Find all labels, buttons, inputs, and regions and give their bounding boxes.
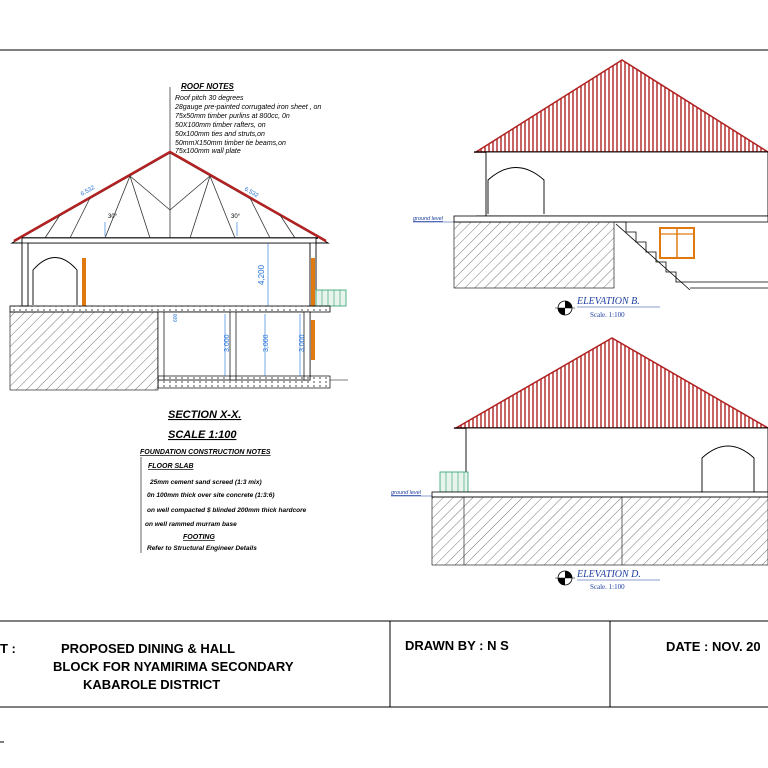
title-block xyxy=(0,621,768,742)
project-line-2: BLOCK FOR NYAMIRIMA SECONDARY xyxy=(53,659,294,674)
elevation-b-wall xyxy=(486,152,768,216)
elevation-d-wall xyxy=(466,428,768,492)
elevation-d-roof xyxy=(456,338,768,428)
svg-text:50X100mm timber rafters, on: 50X100mm timber rafters, on xyxy=(175,122,266,129)
elevation-b-plinth xyxy=(454,216,768,222)
elevation-b-ground-hatch xyxy=(454,222,614,288)
project-line-3: KABAROLE DISTRICT xyxy=(83,677,221,692)
lower-door-frame xyxy=(311,320,315,360)
foundation-notes xyxy=(140,449,307,553)
elevation-b-title: ELEVATION B. xyxy=(577,296,640,307)
section-x-x xyxy=(10,82,348,441)
elevation-d-ground-hatch xyxy=(432,497,768,565)
drawn-by: DRAWN BY : N S xyxy=(405,638,509,653)
svg-text:28gauge pre-painted corrugated: 28gauge pre-painted corrugated iron sheet , on xyxy=(175,104,322,111)
elevation-d-title: ELEVATION D. xyxy=(577,569,641,580)
footing-line: Refer to Structural Engineer Details xyxy=(147,545,257,552)
angle-left: 30° xyxy=(108,214,118,220)
elevation-b-ground-label: ground level xyxy=(413,216,443,222)
floor-line-2: 0n 100mm thick over site concrete (1:3:6) xyxy=(147,492,275,499)
svg-text:Roof pitch 30 degrees: Roof pitch 30 degrees xyxy=(175,95,244,102)
foundation-notes-title: FOUNDATION CONSTRUCTION NOTES xyxy=(140,449,271,456)
rafter-dim-right: 6.532 xyxy=(243,186,260,200)
elevation-b-scale: Scale. 1:100 xyxy=(590,311,625,319)
elevation-d-ground-label: ground level xyxy=(391,490,421,496)
svg-text:75x100mm wall plate: 75x100mm wall plate xyxy=(175,148,241,155)
left-ground-hatch xyxy=(10,312,158,390)
date: DATE : NOV. 20 xyxy=(666,639,761,654)
arched-opening xyxy=(33,258,77,306)
floor-line-1: 25mm cement sand screed (1:3 mix) xyxy=(150,479,262,486)
angle-right: 30° xyxy=(231,214,241,220)
floor-slab xyxy=(10,306,330,312)
floor-line-4: on well rammed murram base xyxy=(145,521,237,528)
section-title: SECTION X-X. xyxy=(168,409,242,421)
elevation-b-roof xyxy=(476,60,768,152)
lower-slab xyxy=(158,376,330,388)
rafter-dim-left: 6.532 xyxy=(80,185,97,198)
lower-column-1 xyxy=(158,312,164,380)
roof-notes-title: ROOF NOTES xyxy=(181,82,234,91)
roof-notes-lines xyxy=(174,95,321,155)
elevation-d-scale: Scale. 1:100 xyxy=(590,583,625,591)
door-frame-left xyxy=(82,258,86,306)
dim-3000-b: 3,000 xyxy=(263,334,270,352)
footing-heading: FOOTING xyxy=(183,534,215,541)
dim-3000-c: 3,000 xyxy=(299,334,306,352)
vent-block xyxy=(316,290,346,306)
svg-text:75x50mm timber purlins at 800c: 75x50mm timber purlins at 800cc, 0n xyxy=(175,113,290,120)
section-scale: SCALE 1:100 xyxy=(168,429,237,441)
project-line-1: PROPOSED DINING & HALL xyxy=(61,641,236,656)
height-dim-4200: 4,200 xyxy=(257,264,266,285)
door-frame-right xyxy=(311,258,315,306)
dim-600: 600 xyxy=(173,313,179,322)
floor-slab-heading: FLOOR SLAB xyxy=(148,463,194,470)
elevation-b xyxy=(413,60,768,319)
elevation-d-plinth xyxy=(432,492,768,497)
dim-3000-a: 3,000 xyxy=(224,334,231,352)
svg-text:50mmX150mm timber tie beams,on: 50mmX150mm timber tie beams,on xyxy=(175,140,286,147)
left-wall xyxy=(22,240,28,306)
ring-beam xyxy=(22,238,316,243)
elevation-d xyxy=(391,338,768,591)
floor-line-3: on well compacted $ blinded 200mm thick hardcore xyxy=(147,507,307,514)
project-prefix: T : xyxy=(0,641,16,656)
svg-text:50x100mm ties and struts,on: 50x100mm ties and struts,on xyxy=(175,131,265,138)
